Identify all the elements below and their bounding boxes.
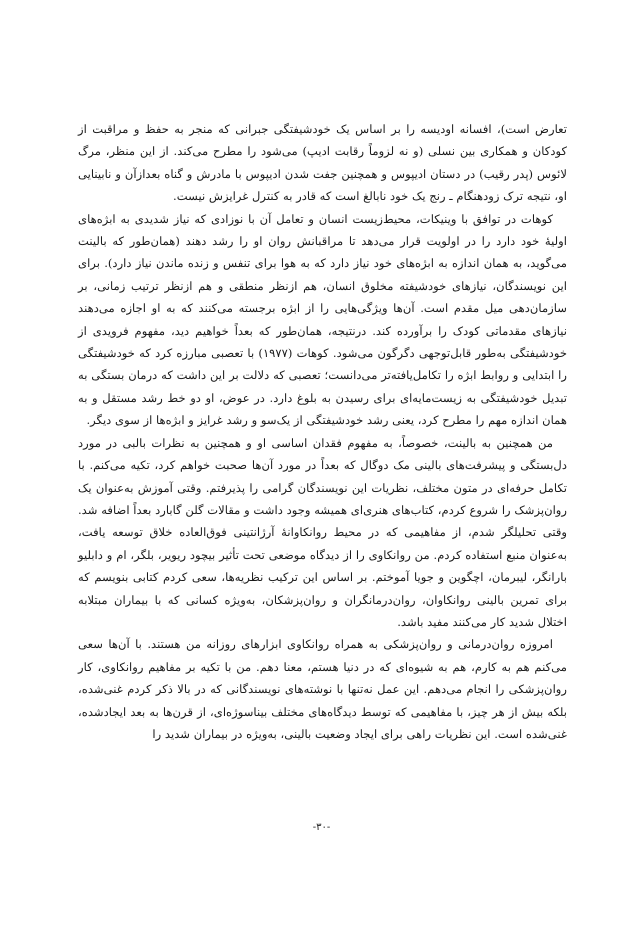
paragraph-1: تعارض است)، افسانه اودیسه را بر اساس یک خودشیفتگی جبرانی که منجر به حفظ و مراقبت از کودکان و همکاری بین نسلی (و نه لزوماً رقابت ادیپ) می‌شود را مطرح می‌کند. از این منظر، مرگ لائوس (پدر رقیب) در دستان ادیپوس و همچنین جفت شدن ادیپوس با مادرش و گناه بعدازآن و نابینایی او، نتیجه ترک زودهنگام ـ رنج یک خود نابالغ است که قادر به کنترل غرایزش نیست. (78, 122, 567, 204)
paragraph-3: من همچنین به بالینت، خصوصاً، به مفهوم فقدان اساسی او و همچنین به نظرات بالبی در مورد دل‌بستگی و پیشرفت‌های بالینی مک دوگال که بعداً در مورد آن‌ها صحبت خواهم کرد، تکیه می‌کنم. با تکامل حرفه‌ای در متون مختلف، نظریات این نویسندگان گرامی را پذیرفتم. وقتی آموزش به‌عنوان یک روان‌پزشک را شروع کردم، کتاب‌های هنری‌ای همیشه وجود داشت و مقالات گلن گابارد بعداً اضافه شد. وقتی تحلیلگر شدم، از مفاهیمی که در محیط روانکاوانهٔ آرژانتینی فوق‌العاده خلاق توسعه یافت، به‌عنوان منبع استفاده کردم. من روانکاوی را از دیدگاه موضعی تحت تأثیر بیچود ریویر، بلگر، ام و دابلیو بارانگر، لیبرمان، اچگوین و جویا آموختم. بر اساس این ترکیب نظریه‌ها، سعی کردم کتابی بنویسم که برای تمرین بالینی روانکاوان، روان‌درمانگران و روان‌پزشکان، به‌ویژه کسانی که با بیماران مبتلابه اختلال شدید کار می‌کنند مفید باشد. (78, 435, 567, 629)
page-number-dash-right: - (312, 822, 317, 833)
paragraph-2: کوهات در توافق با وینیکات، محیط‌زیست انسان و تعامل آن با نوزادی که نیاز شدیدی به ابژه‌های اولیهٔ خود دارد را در اولویت قرار می‌دهد تا مراقبانش روان او را رشد دهند (همان‌طور که بالینت می‌گوید، به همان اندازه به ابژه‌های خود نیاز دارد که به هوا برای تنفس و زنده ماندن نیاز دارد). برای این نویسندگان، نیازهای خودشیفته مخلوق انسان، هم ازنظر منطقی و هم ازنظر ترتیب زمانی، بر سازمان‌دهی میل مقدم است. آن‌ها ویژگی‌هایی را از ابژه برجسته می‌کنند که به او اجازه می‌دهند نیازهای مقدماتی کودک را برآورده کند. درنتیجه، همان‌طور که بعداً خواهیم دید، مفهوم فرویدی از خودشیفتگی به‌طور قابل‌توجهی دگرگون می‌شود. کوهات (۱۹۷۷) با تعصبی مبارزه کرد که خودشیفتگی را ابتدایی و روابط ابژه را تکامل‌یافته‌تر می‌دانست؛ تعصبی که دلالت بر این داشت که درمان بستگی به تبدیل خودشیفتگی به زیست‌مایه‌ای برای رسیدن به بلوغ دارد. در عوض، او دو خط رشد مستقل و به همان اندازه مهم را مطرح کرد، یعنی رشد خودشیفتگی از یک‌سو و رشد غرایز و ابژه‌ها از سوی دیگر. (78, 211, 567, 428)
paragraph-4: امروزه روان‌درمانی و روان‌پزشکی به همراه روانکاوی ابزارهای روزانه من هستند. با آن‌ها سعی می‌کنم هم به کارم، هم به شیوه‌ای که در دنیا هستم، معنا دهم. من با تکیه بر مفاهیم روانکاوی، کار روان‌پزشکی را انجام می‌دهم. این عمل نه‌تنها با نوشته‌های نویسندگانی که در بالا ذکر کردم غنی‌شده، بلکه بیش از هر چیز، با مفاهیمی که توسط دیدگاه‌های مختلف بینا‌سوژه‌ای، از قرن‌ها به بعد ایجادشده، غنی‌شده است. این نظریات راهی برای ایجاد وضعیت بالینی، به‌ویژه در بیماران شدید را (78, 637, 567, 741)
page-number-dash-left: - (326, 822, 331, 833)
body-text (78, 118, 567, 745)
page-number (0, 822, 643, 833)
page-number-value: ۳۰ (316, 822, 327, 833)
